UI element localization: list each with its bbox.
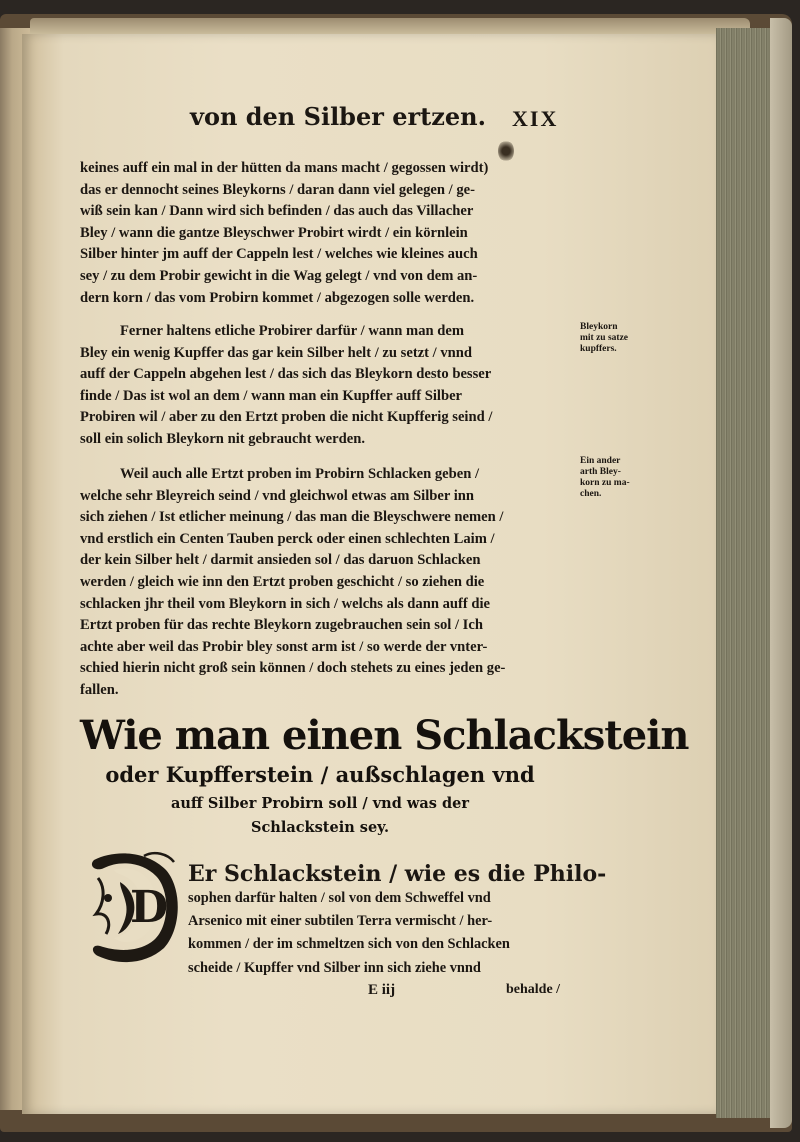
signature-mark: E iij	[368, 982, 396, 998]
text-line: kommen / der im schmeltzen sich von den Schlacken	[188, 936, 510, 953]
folio-number: XIX	[512, 106, 559, 131]
text-line: welche sehr Bleyreich seind / vnd gleichwol etwas am Silber inn	[80, 487, 475, 504]
page-header	[150, 98, 630, 138]
paragraph-1	[80, 158, 488, 309]
margin-note-line: korn zu ma-	[580, 478, 630, 488]
paragraph-3	[80, 464, 505, 702]
section-subheading: oder Kupfferstein / außschlagen vnd	[105, 762, 535, 787]
margin-note-line: kupffers.	[580, 344, 617, 354]
text-line: sich ziehen / Ist etlicher meinung / das man die Bleyschwere nemen /	[80, 509, 504, 526]
book-cover-edge	[770, 18, 792, 1128]
text-line: Silber hinter jm auff der Cappeln lest / welches wie kleines auch	[80, 246, 478, 263]
text-line: werden / gleich wie inn den Ertzt proben geschicht / so ziehen die	[80, 573, 485, 590]
text-line: fallen.	[80, 681, 119, 698]
margin-note-line: mit zu satze	[580, 333, 629, 343]
paragraph-2	[80, 321, 492, 451]
text-line: schlacken jhr theil vom Bleykorn in sich / welchs als dann auff die	[80, 595, 491, 612]
margin-note-line: Bleykorn	[580, 322, 618, 332]
decorated-initial	[84, 848, 184, 966]
text-line: auff der Cappeln abgehen lest / das sich das Bleykorn desto besser	[80, 366, 492, 383]
text-line: Arsenico mit einer subtilen Terra vermischt / her-	[188, 913, 493, 930]
text-line: achte aber weil das Probir bley sonst arm ist / so werde der vnter-	[80, 638, 488, 655]
text-line: Bley / wann die gantze Bleyschwer Probirt wirdt / ein körnlein	[80, 224, 468, 241]
section-subheading: Schlackstein sey.	[250, 819, 389, 836]
text-line: der kein Silber helt / darmit ansieden sol / das daruon Schlacken	[80, 552, 481, 569]
margin-note-line: arth Bley-	[580, 467, 621, 477]
text-line: Probiren wil / aber zu den Ertzt proben die nicht Kupfferig seind /	[80, 409, 493, 426]
decorated-initial-graphic	[84, 848, 184, 966]
ink-stain	[498, 140, 514, 162]
text-line: finde / Das ist wol an dem / wann man ein Kupffer auff Silber	[80, 387, 463, 404]
text-line: das er dennocht seines Bleykorns / daran dann viel gelegen / ge-	[80, 181, 476, 198]
text-line: wiß sein kan / Dann wird sich befinden / das auch das Villacher	[80, 203, 474, 220]
initial-letter: D	[130, 882, 169, 933]
text-line: Er Schlackstein / wie es die Philo-	[188, 861, 607, 887]
text-line: dern korn / das vom Probirn kommet / abgezogen solle werden.	[80, 289, 475, 306]
text-line: sey / zu dem Probir gewicht in die Wag gelegt / vnd von dem an-	[80, 267, 478, 284]
text-line: vnd erstlich ein Centen Tauben perck oder einen schlechten Laim /	[80, 530, 495, 547]
section-heading: Wie man einen Schlackstein	[80, 712, 689, 759]
margin-note-line: chen.	[580, 489, 602, 499]
text-line: soll ein solich Bleykorn nit gebraucht werden.	[80, 430, 365, 447]
margin-note-1	[580, 322, 628, 355]
text-line: schied hierin nicht groß sein können / doch stehets zu eines jeden ge-	[80, 660, 506, 677]
text-line: Weil auch alle Ertzt proben im Probirn Schlacken geben /	[120, 466, 480, 482]
text-line: Ertzt proben für das rechte Bleykorn zugebrauchen sein sol / Ich	[80, 617, 483, 634]
margin-note-2	[580, 456, 630, 500]
text-line: Bley ein wenig Kupffer das gar kein Silber helt / zu setzt / vnnd	[80, 344, 473, 361]
text-line: Ferner haltens etliche Probirer darfür / wann man dem	[120, 323, 465, 339]
running-head: von den Silber ertzen.	[190, 102, 486, 131]
text-line: keines auff ein mal in der hütten da mans macht / gegossen wirdt)	[80, 160, 489, 176]
margin-note-line: Ein ander	[580, 456, 621, 466]
text-line: sophen darfür halten / sol von dem Schweffel vnd	[188, 890, 491, 906]
section-subheading: auff Silber Probirn soll / vnd was der	[170, 795, 469, 812]
text-line: scheide / Kupffer vnd Silber inn sich ziehe vnnd	[188, 959, 481, 976]
paragraph-4	[188, 861, 606, 980]
catchword: behalde /	[506, 982, 561, 997]
